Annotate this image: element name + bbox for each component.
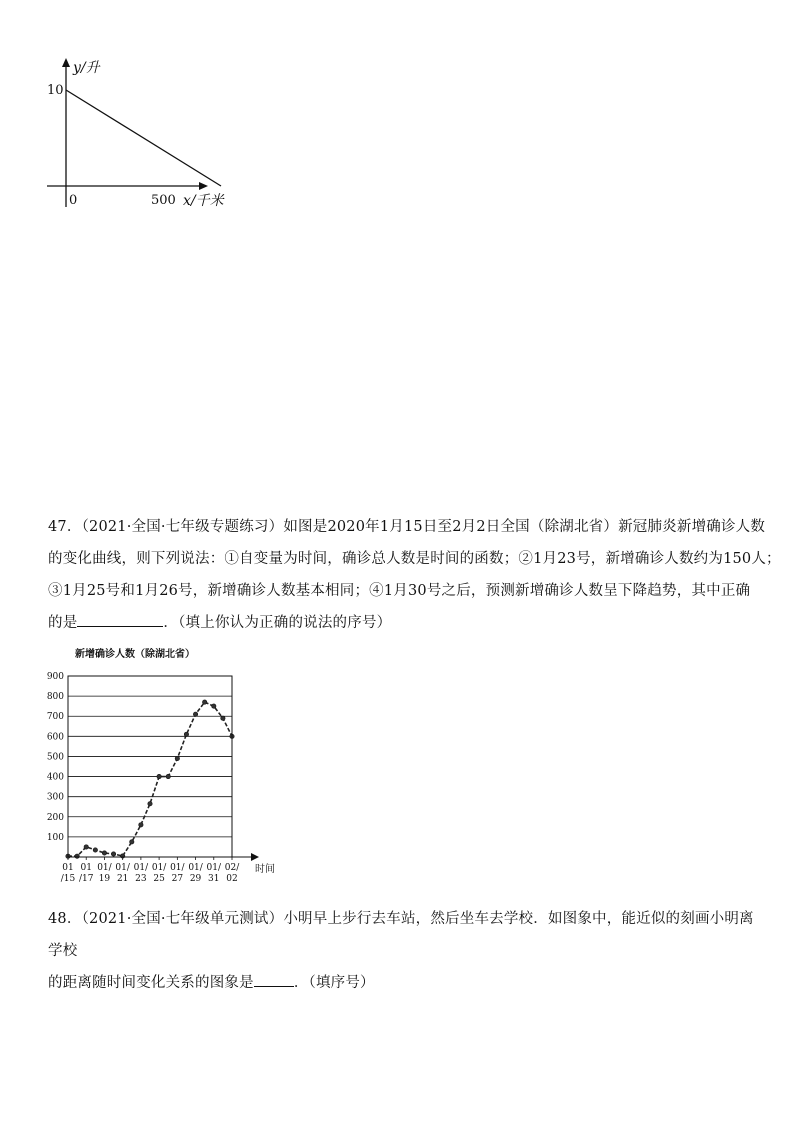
graph2-x-tick-label-top-7: 01/ xyxy=(188,863,203,873)
graph2-y-tick-label-900: 900 xyxy=(46,672,64,682)
graph2-x-tick-label-top-2: 01/ xyxy=(97,863,112,873)
q48-number: 48． xyxy=(48,911,82,927)
graph2-title: 新增确诊人数（除湖北省） xyxy=(75,649,195,660)
graph2-data-point-14 xyxy=(193,712,197,716)
graph2-data-point-1 xyxy=(75,854,79,858)
graph2-data-point-8 xyxy=(139,823,143,827)
graph2-x-tick-label-top-4: 01/ xyxy=(133,863,149,873)
graph2-x-tick-label-bottom-7: 29 xyxy=(189,874,202,884)
q48-text-2a: 的距离随时间变化关系的图象是 xyxy=(48,975,254,991)
graph2-data-point-11 xyxy=(166,774,170,778)
graph1-data-line xyxy=(66,90,221,186)
q47-answer-blank[interactable] xyxy=(77,626,163,627)
graph2-x-tick-label-bottom-0: /15 xyxy=(60,874,76,884)
q48-answer-blank[interactable] xyxy=(254,986,294,987)
question-47 xyxy=(48,511,781,639)
graph2-data-point-3 xyxy=(93,848,97,852)
graph2-x-tick-label-bottom-6: 27 xyxy=(171,874,184,884)
graph2-x-tick-label-top-9: 02/ xyxy=(224,863,240,873)
fuel-distance-graph xyxy=(0,0,260,230)
graph2-y-tick-label-700: 700 xyxy=(46,712,64,723)
graph1-x-arrow xyxy=(199,182,208,190)
graph2-x-tick-label-bottom-8: 31 xyxy=(208,874,220,884)
graph1-y-label: y/升 xyxy=(73,60,100,76)
graph2-y-tick-label-800: 800 xyxy=(46,692,64,703)
graph2-x-tick-label-bottom-4: 23 xyxy=(135,874,147,884)
graph1-x-label: x/千米 xyxy=(183,193,224,209)
graph2-y-tick-label-200: 200 xyxy=(46,812,64,823)
graph2-data-point-7 xyxy=(130,840,134,844)
graph2-x-tick-label-top-0: 01 xyxy=(62,863,74,873)
q47-source: （2021·全国·七年级专题练习） xyxy=(81,519,284,535)
question-48 xyxy=(48,903,768,999)
q48-line-1 xyxy=(48,903,768,967)
graph1-y-arrow xyxy=(62,58,70,67)
q47-number: 47． xyxy=(48,519,82,535)
q47-text-1: 如图是2020年1月15日至2月2日全国（除湖北省）新冠肺炎新增确诊人数 xyxy=(283,519,766,535)
q47-text-4a: 的是 xyxy=(48,615,78,631)
graph2-data-point-9 xyxy=(148,802,152,806)
q48-source: （2021·全国·七年级单元测试） xyxy=(81,911,284,927)
graph2-data-point-12 xyxy=(175,756,179,760)
q48-line-2 xyxy=(48,967,768,999)
q47-line-1 xyxy=(48,511,768,543)
graph2-series-line xyxy=(68,702,232,856)
graph2-x-label: 时间 xyxy=(255,864,275,875)
q48-text-1: 小明早上步行去车站，然后坐车去学校．如图象中，能近似的刻画小明离学校 xyxy=(48,911,754,959)
graph2-data-point-4 xyxy=(102,851,106,855)
graph2-data-point-13 xyxy=(184,732,188,736)
q47-line-3 xyxy=(48,575,768,607)
q47-line-4 xyxy=(48,607,768,639)
graph2-y-tick-label-100: 100 xyxy=(46,832,64,843)
graph1-origin-label: 0 xyxy=(69,193,78,208)
graph2-y-tick-label-500: 500 xyxy=(46,752,64,763)
graph2-x-tick-label-bottom-2: 19 xyxy=(98,874,111,884)
graph2-x-arrow xyxy=(251,853,259,861)
graph2-data-point-15 xyxy=(202,700,206,704)
graph2-data-point-5 xyxy=(111,852,115,856)
q47-text-4b: ．（填上你认为正确的说法的序号） xyxy=(163,615,392,631)
graph1-y-tick-10: 10 xyxy=(47,83,64,98)
graph2-data-point-16 xyxy=(212,704,216,708)
graph2-y-tick-label-600: 600 xyxy=(46,732,64,743)
graph2-x-tick-label-top-5: 01/ xyxy=(151,863,167,873)
graph2-x-tick-label-top-3: 01/ xyxy=(115,863,130,873)
graph2-x-tick-label-top-8: 01/ xyxy=(206,863,222,873)
graph2-x-tick-label-bottom-5: 25 xyxy=(153,874,165,884)
graph2-data-point-6 xyxy=(120,854,124,858)
q47-text-3: ③1月25号和1月26号，新增确诊人数基本相同；④1月30号之后，预测新增确诊人数呈下降趋势，其中正确 xyxy=(48,583,751,599)
graph2-data-point-2 xyxy=(84,845,88,849)
graph2-x-tick-label-bottom-9: 02 xyxy=(226,874,238,884)
graph2-x-tick-label-bottom-1: /17 xyxy=(78,874,94,884)
graph2-y-tick-label-400: 400 xyxy=(46,772,64,783)
graph2-x-tick-label-top-6: 01/ xyxy=(170,863,185,873)
graph1-x-tick-500: 500 xyxy=(151,193,176,208)
graph2-data-point-10 xyxy=(157,774,161,778)
q47-text-2: 的变化曲线，则下列说法：①自变量为时间，确诊总人数是时间的函数；②1月23号，新增确诊人数约为150人； xyxy=(48,551,781,567)
confirmed-cases-chart xyxy=(30,640,290,890)
graph2-x-tick-label-bottom-3: 21 xyxy=(116,874,129,884)
q48-text-2b: ．（填序号） xyxy=(293,975,375,991)
graph2-y-tick-label-300: 300 xyxy=(46,792,64,803)
q47-line-2 xyxy=(48,543,781,575)
graph2-x-tick-label-top-1: 01 xyxy=(80,863,92,873)
graph2-data-point-17 xyxy=(221,716,225,720)
